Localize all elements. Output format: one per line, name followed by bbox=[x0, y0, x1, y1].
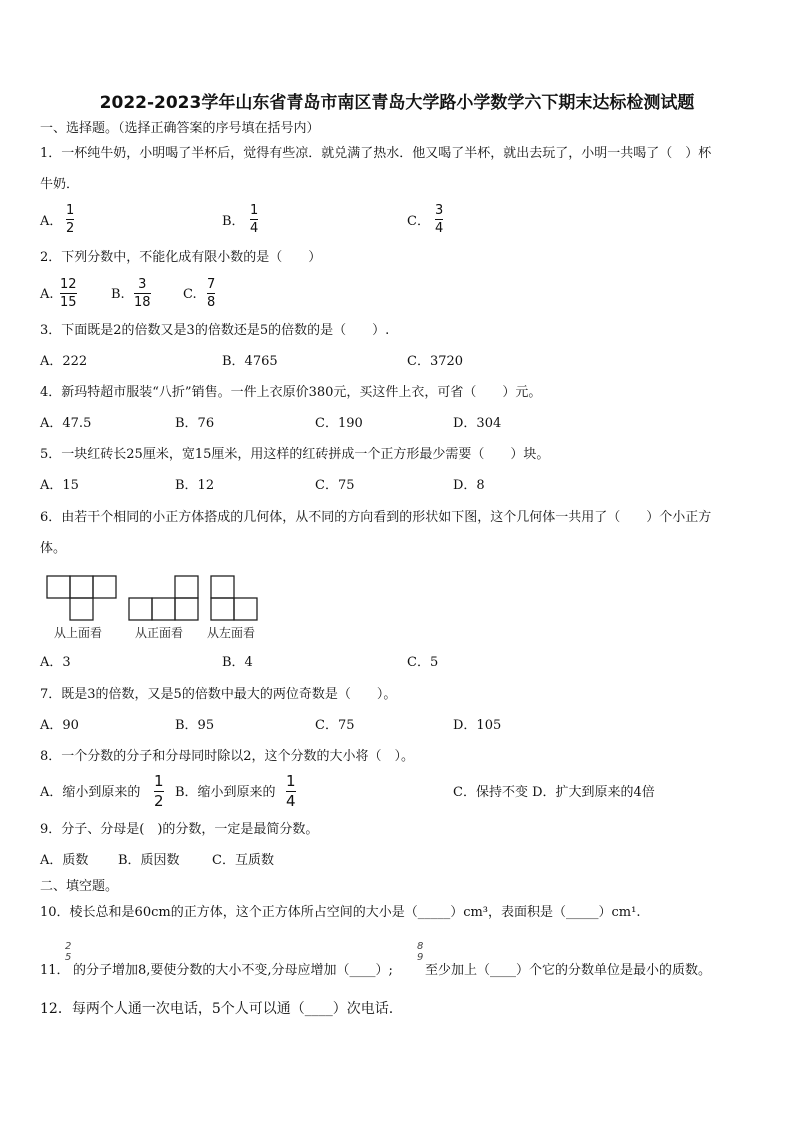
q4-option-c: C．190 bbox=[315, 416, 363, 431]
question-8-text: 8．一个分数的分子和分母同时除以2，这个分数的大小将（ ）。 bbox=[40, 749, 415, 764]
denominator: 5 bbox=[65, 952, 72, 963]
q8-option-b-fraction bbox=[286, 773, 296, 810]
question-12-text: 12．每两个人通一次电话，5个人可以通（____）次电话. bbox=[40, 1001, 394, 1017]
q1-option-b-label: B． bbox=[222, 214, 245, 229]
question-5-text: 5．一块红砖长25厘米，宽15厘米，用这样的红砖拼成一个正方形最少需要（ ）块。 bbox=[40, 447, 550, 462]
q5-option-c: C．75 bbox=[315, 478, 355, 493]
page-title: 2022-2023学年山东省青岛市南区青岛大学路小学数学六下期末达标检测试题 bbox=[99, 93, 695, 113]
q9-option-a: A．质数 bbox=[40, 853, 89, 868]
q8-option-a-fraction bbox=[154, 773, 164, 810]
denominator: 8 bbox=[207, 295, 216, 310]
caption-top-view: 从上面看 bbox=[54, 626, 103, 640]
left-view-grid bbox=[211, 576, 257, 620]
q7-option-a: A．90 bbox=[40, 718, 79, 733]
q4-option-d: D．304 bbox=[453, 416, 502, 431]
caption-left-view: 从左面看 bbox=[207, 626, 256, 640]
question-3-text: 3．下面既是2的倍数又是3的倍数还是5的倍数的是（ ）. bbox=[40, 323, 390, 338]
denominator: 4 bbox=[435, 221, 444, 236]
question-2-text: 2．下列分数中，不能化成有限小数的是（ ） bbox=[40, 250, 322, 265]
denominator: 4 bbox=[286, 792, 296, 810]
numerator: 3 bbox=[138, 277, 147, 292]
q3-option-c: C．3720 bbox=[407, 354, 464, 369]
q2-option-b-label: B. bbox=[111, 287, 125, 302]
question-7-text: 7．既是3的倍数，又是5的倍数中最大的两位奇数是（ ）。 bbox=[40, 687, 397, 702]
numerator: 1 bbox=[154, 772, 164, 790]
q11-fraction-1 bbox=[65, 941, 71, 963]
q6-option-c: C．5 bbox=[407, 655, 439, 670]
question-10-text: 10．棱长总和是60cm的正方体，这个正方体所占空间的大小是（_____）cm³，表面积是（_____）cm¹. bbox=[40, 905, 641, 920]
q1-option-c-label: C． bbox=[407, 214, 430, 229]
question-4-text: 4．新玛特超市服装“八折”销售。一件上衣原价380元，买这件上衣，可省（ ）元。 bbox=[40, 385, 542, 400]
denominator: 2 bbox=[66, 221, 75, 236]
question-1-text-cont: 牛奶． bbox=[40, 177, 80, 192]
numerator: 8 bbox=[417, 941, 424, 952]
denominator: 15 bbox=[60, 295, 77, 310]
q6-option-a: A．3 bbox=[40, 655, 71, 670]
q1-option-a-label: A． bbox=[40, 214, 63, 229]
front-view-grid bbox=[129, 576, 198, 620]
q7-option-b: B．95 bbox=[175, 718, 215, 733]
question-11-text-b: 至少加上（____）个它的分数单位是最小的质数。 bbox=[425, 963, 712, 978]
numerator: 1 bbox=[66, 203, 75, 218]
q3-option-b: B．4765 bbox=[222, 354, 278, 369]
numerator: 7 bbox=[207, 277, 216, 292]
q7-option-c: C．75 bbox=[315, 718, 355, 733]
numerator: 1 bbox=[286, 772, 296, 790]
q6-option-b: B．4 bbox=[222, 655, 253, 670]
q7-option-d: D．105 bbox=[453, 718, 502, 733]
numerator: 1 bbox=[250, 203, 259, 218]
numerator: 12 bbox=[60, 277, 77, 292]
q8-option-b-label: B．缩小到原来的 bbox=[175, 785, 276, 800]
question-11-prefix: 11． bbox=[40, 963, 70, 978]
denominator: 18 bbox=[134, 295, 151, 310]
denominator: 2 bbox=[154, 792, 164, 810]
denominator: 9 bbox=[417, 952, 424, 963]
q9-option-b: B．质因数 bbox=[118, 853, 180, 868]
q11-fraction-2 bbox=[417, 941, 423, 963]
question-11-text-a: 的分子增加8,要使分数的大小不变,分母应增加（____）; bbox=[73, 963, 393, 978]
q2-option-a-label: A. bbox=[40, 287, 54, 302]
q4-option-b: B．76 bbox=[175, 416, 215, 431]
q5-option-d: D．8 bbox=[453, 478, 485, 493]
question-1-text: 1．一杯纯牛奶，小明喝了半杯后，觉得有些凉．就兑满了热水．他又喝了半杯，就出去玩了，小明一共喝了（ ）杯 bbox=[40, 146, 712, 161]
question-9-text: 9．分子、分母是( )的分数，一定是最简分数。 bbox=[40, 822, 319, 837]
q2-option-c-label: C. bbox=[183, 287, 197, 302]
q5-option-a: A．15 bbox=[40, 478, 79, 493]
numerator: 2 bbox=[65, 941, 72, 952]
q4-option-a: A．47.5 bbox=[40, 416, 92, 431]
section-2-heading: 二、填空题。 bbox=[40, 879, 119, 894]
section-1-heading: 一、选择题。（选择正确答案的序号填在括号内） bbox=[40, 121, 320, 136]
denominator: 4 bbox=[250, 221, 259, 236]
numerator: 3 bbox=[435, 203, 444, 218]
q8-option-cd: C．保持不变 D．扩大到原来的4倍 bbox=[453, 785, 655, 800]
caption-front-view: 从正面看 bbox=[135, 626, 184, 640]
question-6-text: 6．由若干个相同的小正方体搭成的几何体，从不同的方向看到的形状如下图，这个几何体一共用了（ ）个小正方 bbox=[40, 510, 712, 525]
q9-option-c: C．互质数 bbox=[212, 853, 274, 868]
q5-option-b: B．12 bbox=[175, 478, 215, 493]
top-view-grid bbox=[47, 576, 116, 620]
question-6-text-cont: 体。 bbox=[40, 541, 67, 556]
q3-option-a: A．222 bbox=[40, 354, 88, 369]
q8-option-a-label: A．缩小到原来的 bbox=[40, 785, 141, 800]
